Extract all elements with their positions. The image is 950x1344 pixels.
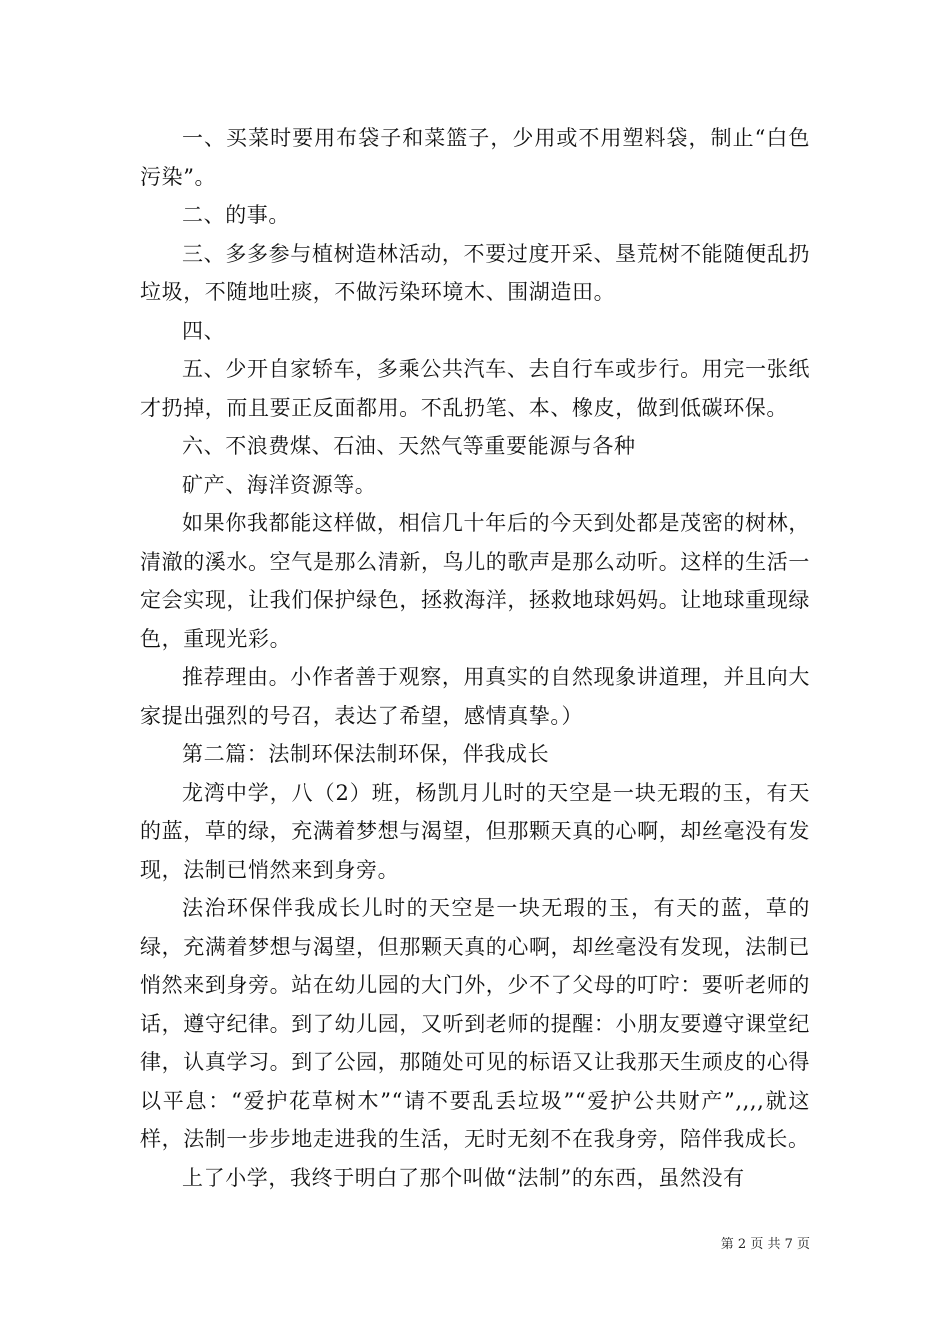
page-number-label: 第 2 页 共 7 页 [720,1237,810,1252]
paragraph-7: 矿产、海洋资源等。 [182,472,377,497]
paragraph-12: 法治环保伴我成长儿时的天空是一块无瑕的玉，有天的蓝，草的绿，充满着梦想与渴望，但那颗天真的心啊，却丝毫没有发现，法制已悄然来到身旁。站在幼儿园的大门外，少不了父母的叮咛：要听老师的话，遵守纪律。到了幼儿园，又听到老师的提醒：小朋友要遵守课堂纪律，认真学习。到了公园，那随处可见的标语又让我那天生顽皮的心得以平息：“爱护花草树木”“请不要乱丢垃圾”“爱护公共财产”,,,,就这样，法制一步步地走进我的生活，无时无刻不在我身旁，陪伴我成长。 [140,896,810,1151]
paragraph-4: 四、 [182,318,226,343]
document-body [140,119,810,1197]
paragraph-9: 推荐理由。小作者善于观察，用真实的自然现象讲道理，并且向大家提出强烈的号召，表达了希望，感情真挚。） [140,665,810,728]
paragraph-2: 二、的事。 [182,203,290,227]
page-number-footer [700,1236,810,1254]
paragraph-3: 三、多多参与植树造林活动，不要过度开采、垦荒树不能随便乱扔垃圾，不随地吐痰，不做污染环境木、围湖造田。 [140,241,810,304]
paragraph-5: 五、少开自家轿车，多乘公共汽车、去自行车或步行。用完一张纸才扔掉，而且要正反面都用。不乱扔笔、本、橡皮，做到低碳环保。 [140,357,810,420]
paragraph-1: 一、买菜时要用布袋子和菜篮子，少用或不用塑料袋，制止“白色污染”。 [140,126,810,189]
paragraph-8: 如果你我都能这样做，相信几十年后的今天到处都是茂密的树林，清澈的溪水。空气是那么清新，鸟儿的歌声是那么动听。这样的生活一定会实现，让我们保护绿色，拯救海洋，拯救地球妈妈。让地球重现绿色，重现光彩。 [140,511,810,651]
paragraph-13: 上了小学，我终于明白了那个叫做“法制”的东西，虽然没有 [182,1165,745,1190]
paragraph-11: 龙湾中学，八（2）班，杨凯月儿时的天空是一块无瑕的玉，有天的蓝，草的绿，充满着梦想与渴望，但那颗天真的心啊，却丝毫没有发现，法制已悄然来到身旁。 [140,780,810,882]
paragraph-6: 六、不浪费煤、石油、天然气等重要能源与各种 [182,434,636,458]
section-heading: 第二篇：法制环保法制环保，伴我成长 [182,742,550,766]
